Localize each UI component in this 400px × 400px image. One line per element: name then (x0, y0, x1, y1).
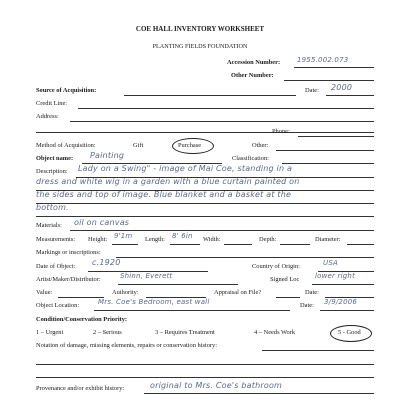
condition-heading: Condition/Conservation Priority: (36, 316, 128, 323)
address-line-1[interactable] (70, 121, 374, 122)
accession-number-value[interactable]: 1955.002.073 (297, 56, 349, 64)
height-value[interactable]: 9'1m (114, 232, 133, 240)
country-value[interactable]: USA (323, 259, 338, 267)
accession-number-label: Accession Number: (227, 59, 281, 66)
description-line-4[interactable]: bottom. (36, 203, 69, 212)
provenance-value[interactable]: original to Mrs. Coe's bathroom (150, 381, 283, 390)
provenance-line (144, 393, 374, 394)
diameter-line[interactable] (347, 244, 374, 245)
location-date-label: Date: (300, 302, 314, 309)
condition-option-2[interactable]: 2 – Serious (93, 329, 122, 336)
source-label: Source of Acquisition: (36, 87, 97, 94)
length-value[interactable]: 8' 6in (172, 232, 193, 240)
other-number-label: Other Number: (231, 72, 274, 79)
depth-label: Depth: (259, 236, 277, 243)
classification-line[interactable] (282, 163, 374, 164)
phone-label: Phone: (272, 128, 290, 135)
notation-label: Notation of damage, missing elements, repairs or conservation history: (36, 342, 218, 349)
location-date-line (320, 310, 374, 311)
measurements-label: Measurements: (36, 236, 76, 243)
signed-location-label: Signed Loc (270, 276, 300, 283)
materials-line (70, 230, 374, 231)
other-number-line[interactable] (284, 80, 374, 81)
height-line (112, 244, 138, 245)
phone-line[interactable] (298, 136, 374, 137)
worksheet-subtitle: PLANTING FIELDS FOUNDATION (152, 43, 248, 50)
method-purchase[interactable]: Purchase (178, 142, 202, 149)
location-date-value[interactable]: 3/9/2006 (324, 298, 358, 306)
classification-label: Classification: (232, 155, 269, 162)
address-line-2[interactable] (36, 132, 374, 133)
diameter-label: Diameter: (315, 236, 341, 243)
appraisal-label: Appraisal on File? (214, 289, 262, 296)
date-of-object-value[interactable]: c.1920 (92, 258, 121, 267)
materials-value[interactable]: oil on canvas (74, 218, 130, 227)
source-date-value[interactable]: 2000 (331, 83, 353, 92)
method-gift[interactable]: Gift (133, 142, 144, 149)
appraisal-date-label: Date: (305, 289, 319, 296)
markings-line[interactable] (116, 257, 374, 258)
object-location-value[interactable]: Mrs. Coe's Bedroom, east wall (98, 298, 210, 306)
object-location-line (94, 310, 290, 311)
object-location-label: Object Location: (36, 302, 80, 309)
width-line[interactable] (224, 244, 252, 245)
notation-line-3[interactable] (36, 377, 374, 378)
description-rule-3 (36, 203, 374, 204)
description-line-1[interactable]: Lady on a Swing" - image of Mai Coe, standing in a (78, 164, 293, 173)
depth-line[interactable] (280, 244, 310, 245)
length-line (170, 244, 200, 245)
description-line-2[interactable]: dress and white wig in a garden with a blue curtain painted on (36, 177, 300, 186)
width-label: Width: (203, 236, 221, 243)
authority-label: Authority: (112, 289, 139, 296)
source-date-line (326, 95, 374, 96)
condition-option-1[interactable]: 1 – Urgent (36, 329, 64, 336)
materials-label: Materials: (36, 222, 62, 229)
height-label: Height: (88, 236, 108, 243)
signed-location-value[interactable]: lower right (315, 272, 356, 280)
country-label: Country of Origin: (252, 263, 300, 270)
worksheet-title: COE HALL INVENTORY WORKSHEET (135, 25, 265, 33)
description-rule-4 (36, 216, 374, 217)
signed-location-line (312, 284, 374, 285)
artist-line (118, 284, 238, 285)
method-other-line[interactable] (276, 150, 374, 151)
markings-label: Markings or inscriptions: (36, 249, 101, 256)
artist-value[interactable]: Shinn, Everett (120, 272, 173, 280)
appraisal-line[interactable] (276, 297, 300, 298)
length-label: Length: (145, 236, 165, 243)
notation-line-1[interactable] (262, 350, 374, 351)
condition-option-4[interactable]: 4 – Needs Work (254, 329, 296, 336)
condition-option-3[interactable]: 3 – Requires Treatment (155, 329, 215, 336)
artist-label: Artist/Maker/Distributor: (36, 276, 101, 283)
date-of-object-label: Date of Object: (36, 263, 76, 270)
credit-line-label: Credit Line: (36, 100, 68, 107)
source-line[interactable] (124, 95, 296, 96)
object-name-value[interactable]: Painting (90, 151, 125, 160)
description-line-3[interactable]: the sides and top of image. Blue blanket and a basket at the (36, 190, 292, 199)
description-label: Description: (36, 168, 68, 175)
accession-number-line (294, 67, 374, 68)
value-label: Value: (36, 289, 53, 296)
source-date-label: Date: (305, 87, 319, 94)
method-label: Method of Acquisition: (36, 142, 96, 149)
condition-option-5[interactable]: 5 - Good (338, 329, 361, 336)
object-name-label: Object name: (36, 155, 74, 162)
credit-line-line[interactable] (78, 108, 374, 109)
address-label: Address: (36, 113, 59, 120)
notation-line-2[interactable] (36, 364, 374, 365)
provenance-label: Provenance and/or exhibit history: (36, 385, 125, 392)
method-other-label: Other: (252, 142, 269, 149)
